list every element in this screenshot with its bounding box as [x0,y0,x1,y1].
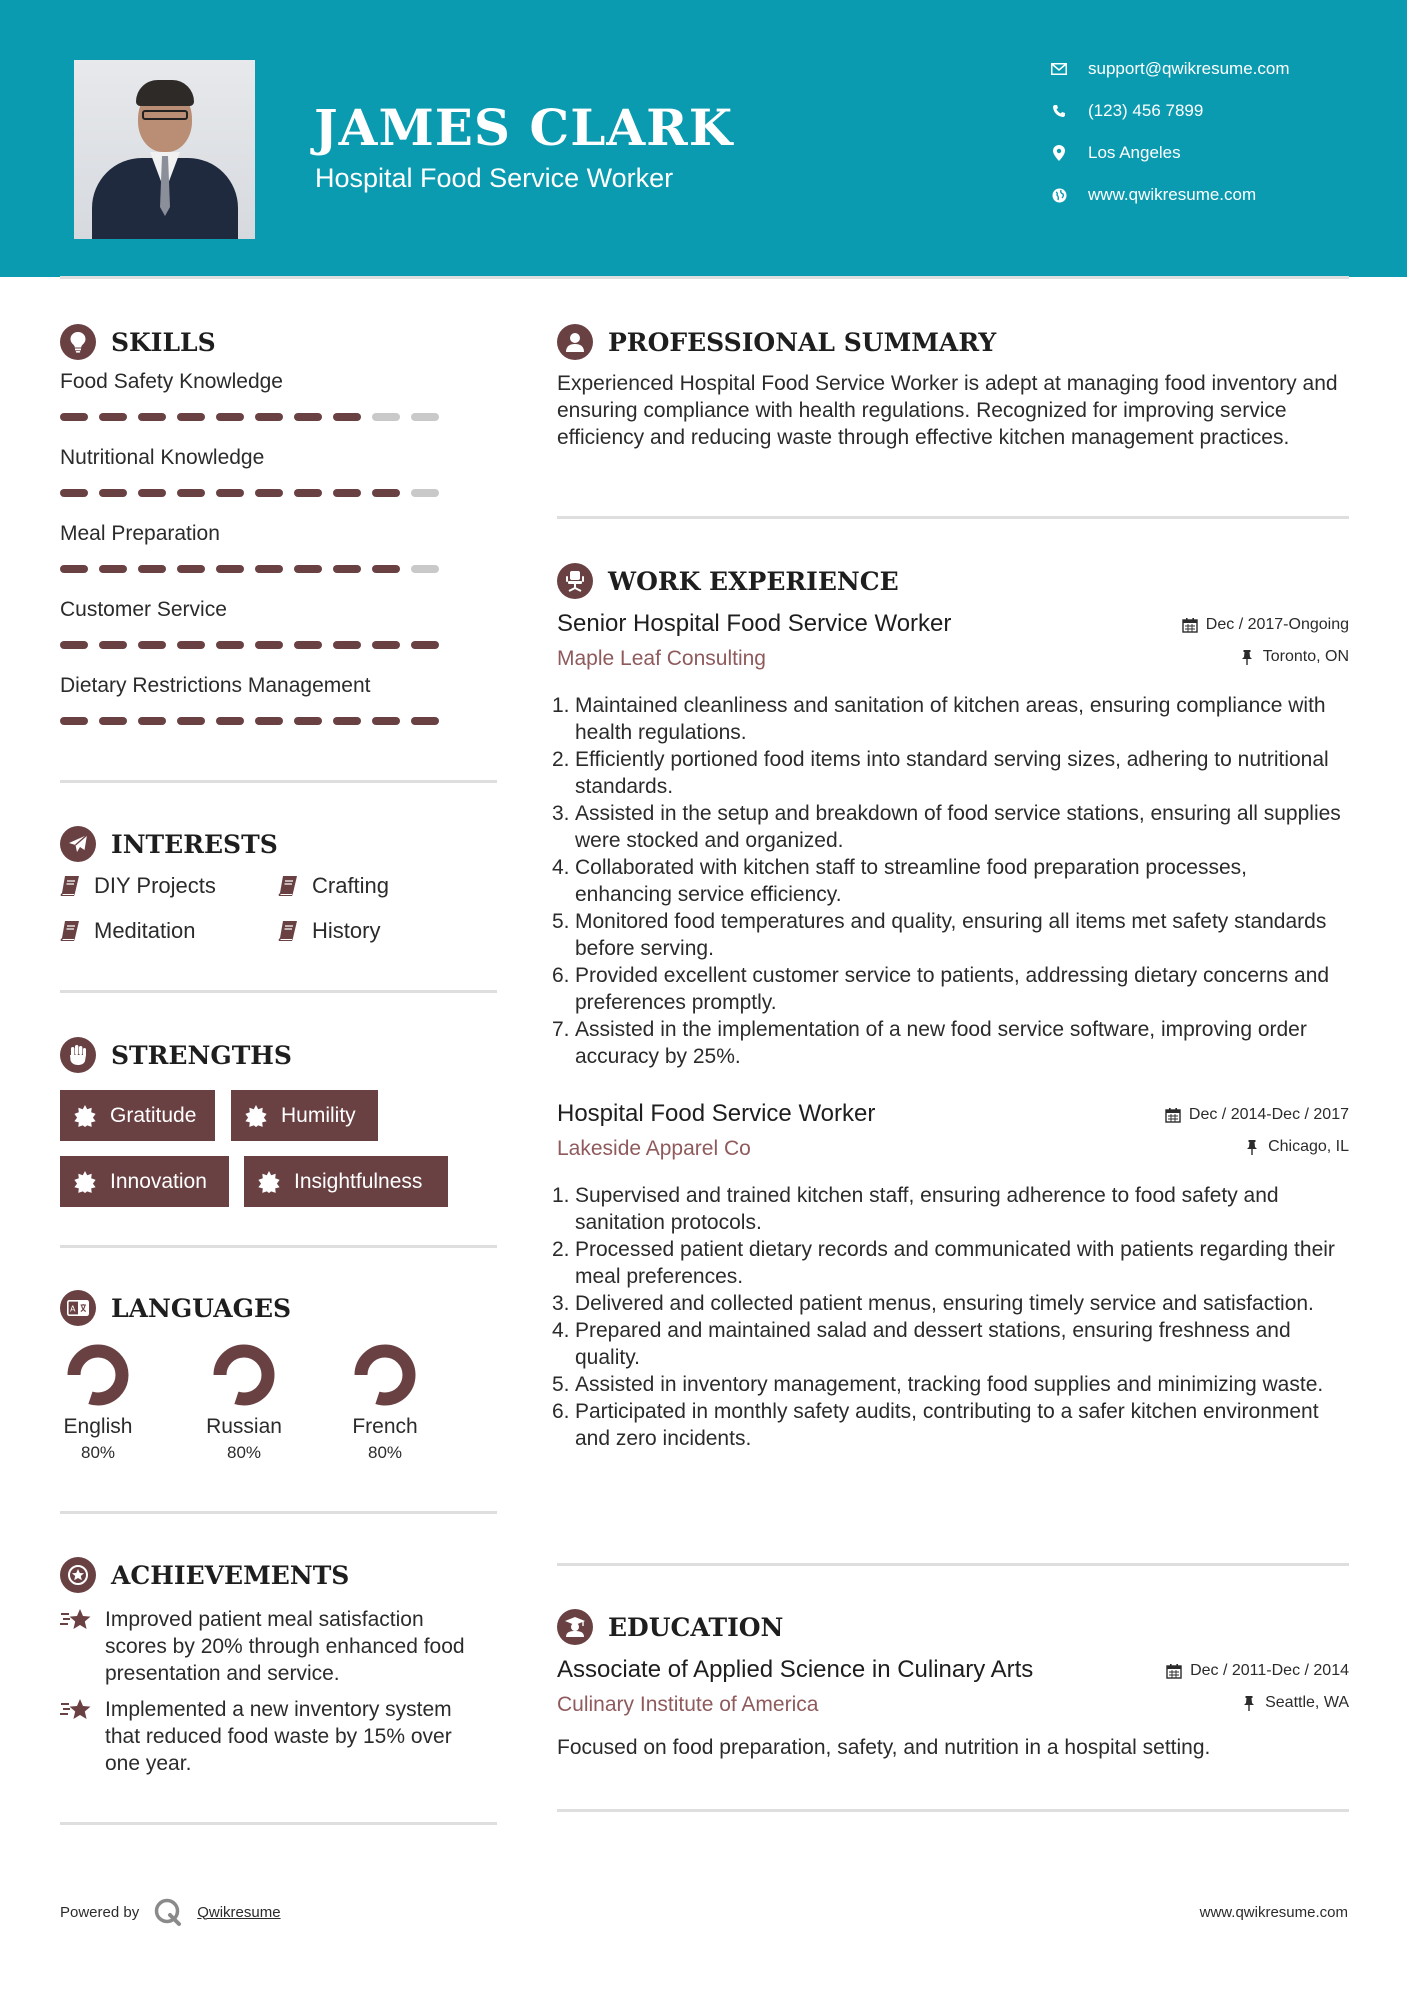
languages-title: LANGUAGES [111,1293,292,1323]
achievement-text: Improved patient meal satisfaction scores by 20% through enhanced food presentation and service. [105,1608,465,1685]
rating-dash-filled [177,641,205,649]
company-name: Maple Leaf Consulting [557,647,766,670]
job-bullet-text: Assisted in the setup and breakdown of food service stations, ensuring all supplies were stocked and organized. [575,802,1341,852]
job-bullet: 5. Assisted in inventory management, tracking food supplies and minimizing waste. [552,1373,1324,1396]
contact-website[interactable] [1050,182,1256,208]
interest-item [278,918,380,944]
skill-rating [60,717,439,725]
strengths-heading [60,1037,292,1073]
interest-label: Meditation [94,918,196,943]
rating-dash-filled [411,717,439,725]
job-date [1165,1106,1349,1124]
interest-item [278,873,389,899]
book-icon [60,875,80,897]
language-name: English [63,1415,133,1438]
rating-dash-filled [177,717,205,725]
language-item [43,1343,153,1463]
divider [557,516,1349,519]
job-date-text: Dec / 2017-Ongoing [1205,616,1349,633]
rating-dash-filled [333,413,361,421]
experience-heading [557,563,899,599]
skill-label: Customer Service [60,598,227,621]
book-icon [60,920,80,942]
brand-link[interactable]: Qwikresume [197,1903,281,1921]
job-location-text: Chicago, IL [1268,1138,1349,1155]
rating-dash-filled [138,641,166,649]
rating-dash-filled [60,565,88,573]
badge-icon [245,1105,267,1127]
job-bullet: 2. Efficiently portioned food items into standard serving sizes, adhering to nutritional standards. [552,748,1329,798]
divider [60,990,497,993]
location-text: Los Angeles [1088,143,1181,162]
language-level-gauge [66,1343,130,1407]
strength-label: Gratitude [110,1103,197,1127]
job-bullet-text: Assisted in the implementation of a new food service software, improving order accuracy by 25%. [575,1018,1307,1068]
skill-item [60,522,500,546]
rating-dash-filled [99,413,127,421]
strength-label: Innovation [110,1169,207,1193]
job-bullet: 6. Provided excellent customer service to patients, addressing dietary concerns and preferences promptly. [552,964,1330,1014]
rating-dash-filled [60,489,88,497]
language-item [189,1343,299,1463]
rating-dash-filled [372,489,400,497]
rating-dash-filled [294,413,322,421]
skill-label: Dietary Restrictions Management [60,674,371,697]
rating-dash-filled [177,413,205,421]
job-location-text: Toronto, ON [1262,648,1349,665]
languages-heading [60,1290,291,1326]
language-level-gauge [353,1343,417,1407]
rating-dash-filled [138,489,166,497]
education-description: Focused on food preparation, safety, and nutrition in a hospital setting. [557,1736,1211,1759]
summary-heading [557,324,996,360]
rating-dash-filled [333,565,361,573]
skill-item [60,446,500,470]
education-title: EDUCATION [608,1612,784,1642]
skill-label: Nutritional Knowledge [60,446,265,469]
achievement-item [60,1696,490,1777]
skill-rating [60,641,439,649]
rating-dash-filled [255,413,283,421]
qwikresume-logo-icon [153,1897,183,1927]
star-badge-icon [60,1557,96,1593]
rating-dash-filled [99,489,127,497]
divider [60,1822,497,1825]
rating-dash-filled [255,717,283,725]
interests-heading [60,826,278,862]
job-location [1239,648,1349,666]
job-date-text: Dec / 2014-Dec / 2017 [1188,1106,1349,1123]
job-bullet-text: Participated in monthly safety audits, contributing to a safer kitchen environment and zero incidents. [575,1400,1319,1450]
language-percent: 80% [367,1443,403,1462]
rating-dash-empty [411,489,439,497]
job-bullet-text: Processed patient dietary records and communicated with patients regarding their meal preferences. [575,1238,1335,1288]
job-title: Senior Hospital Food Service Worker [557,610,952,637]
strength-tag [60,1156,229,1207]
rating-dash-filled [138,717,166,725]
job-bullet-text: Efficiently portioned food items into standard serving sizes, adhering to nutritional standards. [575,748,1329,798]
header-divider [60,276,1349,279]
language-item [330,1343,440,1463]
lightbulb-icon [60,324,96,360]
job-bullet: 7. Assisted in the implementation of a new food service software, improving order accuracy by 25%. [552,1018,1307,1068]
achievements-heading [60,1557,349,1593]
contact-email[interactable] [1050,56,1290,82]
achievement-text: Implemented a new inventory system that reduced food waste by 15% over one year. [105,1698,452,1775]
mail-icon [1050,60,1068,78]
rating-dash-empty [372,413,400,421]
skill-item [60,370,500,394]
skill-rating [60,565,439,573]
graduate-icon [557,1609,593,1645]
job-bullet: 3. Delivered and collected patient menus, ensuring timely service and satisfaction. [552,1292,1314,1315]
badge-icon [74,1105,96,1127]
job-bullet: 6. Participated in monthly safety audits, contributing to a safer kitchen environment and zero incidents. [552,1400,1319,1450]
degree-title: Associate of Applied Science in Culinary Arts [557,1656,1034,1683]
skill-item [60,674,500,698]
rating-dash-empty [411,413,439,421]
education-location-text: Seattle, WA [1265,1694,1349,1711]
language-name: Russian [206,1415,282,1438]
profile-photo [74,60,255,239]
badge-icon [74,1171,96,1193]
office-chair-icon [557,563,593,599]
rating-dash-filled [216,717,244,725]
language-level-arc [220,1351,268,1399]
language-percent: 80% [80,1443,116,1462]
job-bullet: 3. Assisted in the setup and breakdown of food service stations, ensuring all supplies were stocked and organized. [552,802,1341,852]
skill-label: Food Safety Knowledge [60,370,283,393]
language-name: French [352,1415,418,1438]
education-location [1241,1694,1349,1712]
translate-icon [60,1290,96,1326]
education-entry [557,1656,1349,1776]
skills-title: SKILLS [111,327,216,357]
rating-dash-filled [294,717,322,725]
strength-tag [244,1156,448,1207]
star-icon [60,1698,92,1724]
rating-dash-filled [333,717,361,725]
job-bullet-text: Assisted in inventory management, tracking food supplies and minimizing waste. [575,1373,1324,1396]
user-icon [557,324,593,360]
phone-icon [1050,102,1068,120]
language-percent: 80% [226,1443,262,1462]
education-date-text: Dec / 2011-Dec / 2014 [1190,1662,1349,1679]
pushpin-icon [1239,649,1255,665]
divider [557,1563,1349,1566]
pushpin-icon [1244,1139,1260,1155]
job-bullet-text: Delivered and collected patient menus, ensuring timely service and satisfaction. [575,1292,1314,1315]
website-text: www.qwikresume.com [1088,185,1257,204]
phone-text: (123) 456 7899 [1088,101,1204,120]
rating-dash-filled [216,413,244,421]
email-text: support@qwikresume.com [1088,59,1290,78]
footer-branding [60,1897,281,1927]
achievement-item [60,1606,490,1687]
job-bullet-text: Monitored food temperatures and quality, ensuring all items met safety standards before serving. [575,910,1327,960]
job-title: Hospital Food Service Worker [557,1100,876,1127]
job-bullet: 2. Processed patient dietary records and communicated with patients regarding their meal preferences. [552,1238,1335,1288]
job-bullet: 5. Monitored food temperatures and quality, ensuring all items met safety standards before serving. [552,910,1327,960]
rating-dash-filled [255,641,283,649]
job-date [1182,616,1349,634]
job-bullet: 4. Collaborated with kitchen staff to streamline food preparation processes, enhancing service efficiency. [552,856,1247,906]
education-heading [557,1609,783,1645]
job-bullet-text: Supervised and trained kitchen staff, ensuring adherence to food safety and sanitation protocols. [575,1184,1279,1234]
job-bullet-text: Collaborated with kitchen staff to streamline food preparation processes, enhancing service efficiency. [575,856,1247,906]
fist-icon [60,1037,96,1073]
interest-label: DIY Projects [94,873,216,898]
resume-header [0,0,1407,277]
language-level-arc [361,1351,409,1399]
divider [60,1245,497,1248]
footer-website-link[interactable]: www.qwikresume.com [1199,1904,1348,1921]
powered-by-text: Powered by [60,1903,140,1921]
rating-dash-filled [60,641,88,649]
globe-icon [1050,186,1068,204]
rating-dash-filled [372,641,400,649]
rating-dash-filled [138,565,166,573]
rating-dash-filled [216,641,244,649]
rating-dash-filled [60,717,88,725]
strength-label: Humility [281,1103,356,1127]
rating-dash-filled [255,565,283,573]
skill-rating [60,413,439,421]
summary-title: PROFESSIONAL SUMMARY [608,327,997,357]
language-level-arc [74,1351,122,1399]
candidate-title: Hospital Food Service Worker [315,163,674,193]
rating-dash-filled [216,489,244,497]
achievements-title: ACHIEVEMENTS [111,1560,350,1590]
map-pin-icon [1050,144,1068,162]
interest-item [60,873,216,899]
contact-phone[interactable] [1050,98,1203,124]
job-bullet: 1. Supervised and trained kitchen staff, ensuring adherence to food safety and sanitation protocols. [552,1184,1279,1234]
rating-dash-empty [411,565,439,573]
job-bullet-text: Maintained cleanliness and sanitation of kitchen areas, ensuring compliance with health regulations. [575,694,1326,744]
rating-dash-filled [99,641,127,649]
badge-icon [258,1171,280,1193]
education-date [1166,1662,1349,1680]
rating-dash-filled [99,717,127,725]
job-entry [552,1100,1349,1520]
strength-label: Insightfulness [294,1169,423,1193]
rating-dash-filled [333,489,361,497]
interest-item [60,918,196,944]
interest-label: Crafting [312,873,390,898]
skill-rating [60,489,439,497]
strengths-title: STRENGTHS [111,1040,292,1070]
skills-heading [60,324,216,360]
paper-plane-icon [60,826,96,862]
book-icon [278,920,298,942]
rating-dash-filled [216,565,244,573]
job-entry [552,610,1349,1068]
job-bullets [552,692,1349,1070]
strength-tag [60,1090,215,1141]
job-bullets [552,1182,1349,1452]
job-bullet-text: Provided excellent customer service to patients, addressing dietary concerns and preferences promptly. [575,964,1330,1014]
rating-dash-filled [372,565,400,573]
strength-tag [231,1090,378,1141]
school-name: Culinary Institute of America [557,1693,819,1716]
experience-title: WORK EXPERIENCE [608,566,899,596]
pushpin-icon [1241,1695,1257,1711]
job-bullet-text: Prepared and maintained salad and dessert stations, ensuring freshness and quality. [575,1319,1291,1369]
job-location [1244,1138,1349,1156]
rating-dash-filled [177,489,205,497]
summary-text: Experienced Hospital Food Service Worker is adept at managing food inventory and ensuring compliance with health regulations. Recognized for improving service efficiency and reducing waste through effective kitchen management practices. [557,372,1338,449]
rating-dash-filled [177,565,205,573]
rating-dash-filled [294,641,322,649]
skill-item [60,598,500,622]
divider [60,780,497,783]
interest-label: History [312,918,381,943]
company-name: Lakeside Apparel Co [557,1137,751,1160]
book-icon [278,875,298,897]
divider [60,1511,497,1514]
star-icon [60,1608,92,1634]
rating-dash-filled [99,565,127,573]
calendar-icon [1166,1663,1182,1679]
interests-title: INTERESTS [111,829,278,859]
calendar-icon [1182,617,1198,633]
job-bullet: 1. Maintained cleanliness and sanitation of kitchen areas, ensuring compliance with health regulations. [552,694,1326,744]
language-level-gauge [212,1343,276,1407]
rating-dash-filled [60,413,88,421]
job-bullet: 4. Prepared and maintained salad and dessert stations, ensuring freshness and quality. [552,1319,1291,1369]
candidate-name: JAMES CLARK [314,98,734,157]
rating-dash-filled [138,413,166,421]
skill-label: Meal Preparation [60,522,220,545]
rating-dash-filled [333,641,361,649]
rating-dash-filled [411,641,439,649]
svg-text:A: A [70,1304,76,1314]
rating-dash-filled [294,565,322,573]
divider [557,1809,1349,1812]
contact-location [1050,140,1181,166]
rating-dash-filled [372,717,400,725]
calendar-icon [1165,1107,1181,1123]
rating-dash-filled [255,489,283,497]
rating-dash-filled [294,489,322,497]
